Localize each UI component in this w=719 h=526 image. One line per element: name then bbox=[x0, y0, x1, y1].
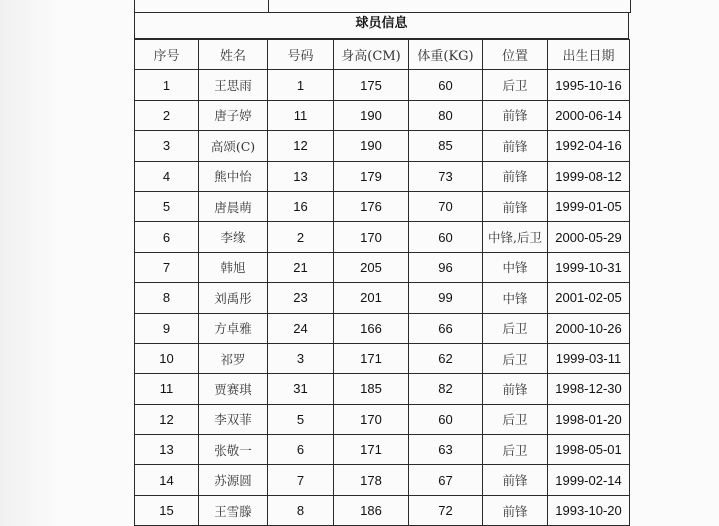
cell-position: 中锋 bbox=[483, 283, 548, 313]
cell-weight: 80 bbox=[409, 100, 483, 130]
cell-index: 2 bbox=[135, 100, 199, 130]
cell-number: 31 bbox=[268, 374, 334, 404]
cell-number: 3 bbox=[268, 343, 334, 373]
table-row bbox=[135, 374, 630, 404]
cell-birth: 2000-05-29 bbox=[548, 222, 630, 252]
cell-birth: 1998-05-01 bbox=[548, 435, 630, 465]
cell-position: 后卫 bbox=[483, 343, 548, 373]
cell-position: 前锋 bbox=[483, 100, 548, 130]
cell-index: 10 bbox=[135, 343, 199, 373]
cell-height: 205 bbox=[334, 252, 409, 282]
cell-weight: 60 bbox=[409, 404, 483, 434]
cell-birth: 1998-01-20 bbox=[548, 404, 630, 434]
cell-weight: 60 bbox=[409, 70, 483, 100]
cell-number: 23 bbox=[268, 283, 334, 313]
cell-number: 6 bbox=[268, 435, 334, 465]
header-number: 号码 bbox=[268, 40, 334, 70]
player-info-table bbox=[134, 39, 630, 526]
cell-index: 12 bbox=[135, 404, 199, 434]
cell-number: 8 bbox=[268, 495, 334, 525]
table-body bbox=[135, 70, 630, 526]
cell-number: 2 bbox=[268, 222, 334, 252]
table-row bbox=[135, 70, 630, 100]
cell-height: 176 bbox=[334, 191, 409, 221]
cell-weight: 67 bbox=[409, 465, 483, 495]
cell-height: 190 bbox=[334, 131, 409, 161]
cell-height: 171 bbox=[334, 435, 409, 465]
cell-birth: 1993-10-20 bbox=[548, 495, 630, 525]
cell-weight: 66 bbox=[409, 313, 483, 343]
cell-index: 8 bbox=[135, 283, 199, 313]
cell-birth: 2001-02-05 bbox=[548, 283, 630, 313]
cell-name: 唐子婷 bbox=[199, 100, 268, 130]
cell-birth: 2000-06-14 bbox=[548, 100, 630, 130]
header-name: 姓名 bbox=[199, 40, 268, 70]
cell-name: 唐晨萌 bbox=[199, 191, 268, 221]
cell-position: 中锋,后卫 bbox=[483, 222, 548, 252]
cell-name: 贾赛琪 bbox=[199, 374, 268, 404]
table-row bbox=[135, 100, 630, 130]
cell-number: 1 bbox=[268, 70, 334, 100]
cell-name: 方卓雅 bbox=[199, 313, 268, 343]
table-row bbox=[135, 161, 630, 191]
cell-height: 170 bbox=[334, 404, 409, 434]
table-row bbox=[135, 343, 630, 373]
cell-birth: 2000-10-26 bbox=[548, 313, 630, 343]
cell-position: 前锋 bbox=[483, 191, 548, 221]
cell-position: 前锋 bbox=[483, 374, 548, 404]
cell-position: 后卫 bbox=[483, 404, 548, 434]
cell-birth: 1998-12-30 bbox=[548, 374, 630, 404]
cell-weight: 99 bbox=[409, 283, 483, 313]
table-title: 球员信息 bbox=[134, 12, 629, 39]
cell-name: 高颂(C) bbox=[199, 131, 268, 161]
header-position: 位置 bbox=[483, 40, 548, 70]
cell-index: 11 bbox=[135, 374, 199, 404]
cell-index: 15 bbox=[135, 495, 199, 525]
cell-name: 祁罗 bbox=[199, 343, 268, 373]
cell-number: 13 bbox=[268, 161, 334, 191]
cell-number: 21 bbox=[268, 252, 334, 282]
cell-position: 中锋 bbox=[483, 252, 548, 282]
cell-position: 前锋 bbox=[483, 131, 548, 161]
cell-height: 175 bbox=[334, 70, 409, 100]
cell-weight: 63 bbox=[409, 435, 483, 465]
cell-position: 前锋 bbox=[483, 161, 548, 191]
cell-weight: 60 bbox=[409, 222, 483, 252]
table-row bbox=[135, 495, 630, 525]
table-row bbox=[135, 252, 630, 282]
cell-name: 李双菲 bbox=[199, 404, 268, 434]
cell-birth: 1999-03-11 bbox=[548, 343, 630, 373]
cell-position: 后卫 bbox=[483, 313, 548, 343]
cell-index: 1 bbox=[135, 70, 199, 100]
cell-index: 3 bbox=[135, 131, 199, 161]
cell-birth: 1999-01-05 bbox=[548, 191, 630, 221]
header-birth: 出生日期 bbox=[548, 40, 630, 70]
cell-number: 24 bbox=[268, 313, 334, 343]
header-height: 身高(CM) bbox=[334, 40, 409, 70]
cell-weight: 96 bbox=[409, 252, 483, 282]
cell-number: 7 bbox=[268, 465, 334, 495]
table-row bbox=[135, 191, 630, 221]
header-row bbox=[135, 40, 630, 70]
cell-name: 熊中怡 bbox=[199, 161, 268, 191]
cell-name: 王雪滕 bbox=[199, 495, 268, 525]
cell-birth: 1999-08-12 bbox=[548, 161, 630, 191]
cell-height: 171 bbox=[334, 343, 409, 373]
cell-height: 166 bbox=[334, 313, 409, 343]
cell-weight: 82 bbox=[409, 374, 483, 404]
cell-birth: 1995-10-16 bbox=[548, 70, 630, 100]
cell-index: 14 bbox=[135, 465, 199, 495]
cell-name: 刘禹彤 bbox=[199, 283, 268, 313]
cell-name: 张敬一 bbox=[199, 435, 268, 465]
cell-position: 后卫 bbox=[483, 435, 548, 465]
cell-name: 苏源圆 bbox=[199, 465, 268, 495]
cell-position: 前锋 bbox=[483, 495, 548, 525]
cell-name: 李缘 bbox=[199, 222, 268, 252]
cell-position: 前锋 bbox=[483, 465, 548, 495]
cell-index: 6 bbox=[135, 222, 199, 252]
table-row bbox=[135, 313, 630, 343]
cell-birth: 1992-04-16 bbox=[548, 131, 630, 161]
cell-index: 4 bbox=[135, 161, 199, 191]
table-row bbox=[135, 465, 630, 495]
cell-height: 201 bbox=[334, 283, 409, 313]
cell-index: 13 bbox=[135, 435, 199, 465]
table-row bbox=[135, 222, 630, 252]
table-row bbox=[135, 435, 630, 465]
header-weight: 体重(KG) bbox=[409, 40, 483, 70]
cell-number: 12 bbox=[268, 131, 334, 161]
cell-weight: 73 bbox=[409, 161, 483, 191]
cell-number: 5 bbox=[268, 404, 334, 434]
cell-index: 5 bbox=[135, 191, 199, 221]
cell-name: 王思雨 bbox=[199, 70, 268, 100]
header-index: 序号 bbox=[135, 40, 199, 70]
cell-number: 16 bbox=[268, 191, 334, 221]
cell-number: 11 bbox=[268, 100, 334, 130]
table-row bbox=[135, 131, 630, 161]
page-shadow bbox=[0, 0, 60, 526]
cell-position: 后卫 bbox=[483, 70, 548, 100]
cell-index: 9 bbox=[135, 313, 199, 343]
cell-height: 170 bbox=[334, 222, 409, 252]
cell-weight: 62 bbox=[409, 343, 483, 373]
cell-height: 178 bbox=[334, 465, 409, 495]
table-row bbox=[135, 404, 630, 434]
cell-index: 7 bbox=[135, 252, 199, 282]
cell-weight: 85 bbox=[409, 131, 483, 161]
cell-birth: 1999-10-31 bbox=[548, 252, 630, 282]
cell-height: 186 bbox=[334, 495, 409, 525]
cell-weight: 70 bbox=[409, 191, 483, 221]
cell-birth: 1999-02-14 bbox=[548, 465, 630, 495]
table-row bbox=[135, 283, 630, 313]
cell-height: 190 bbox=[334, 100, 409, 130]
cell-weight: 72 bbox=[409, 495, 483, 525]
table-divider bbox=[268, 0, 269, 12]
cell-height: 179 bbox=[334, 161, 409, 191]
cell-name: 韩旭 bbox=[199, 252, 268, 282]
cell-height: 185 bbox=[334, 374, 409, 404]
